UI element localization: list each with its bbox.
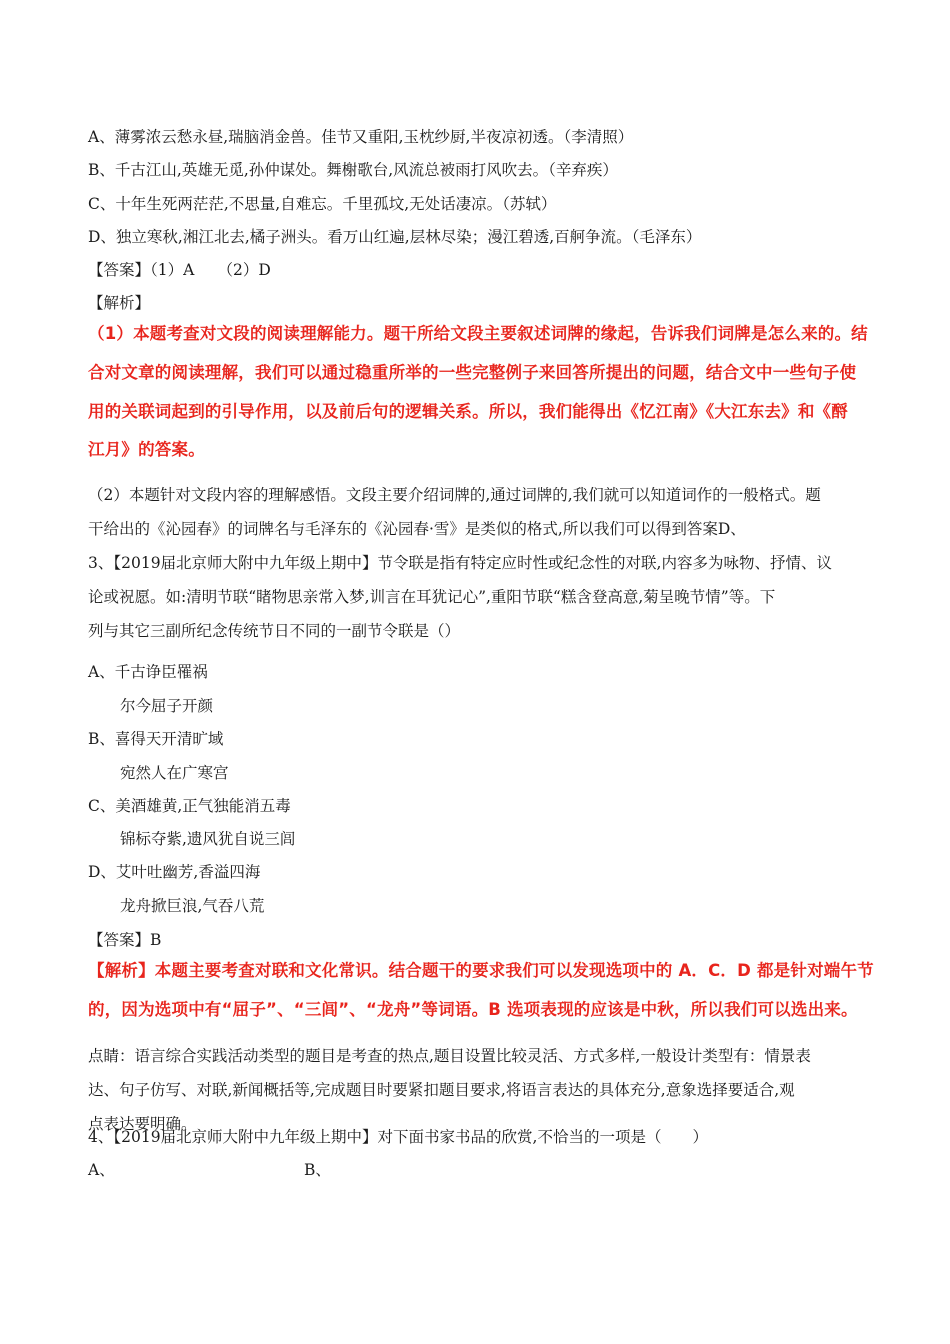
option-a-li-qingzhao: A、薄雾浓云愁永昼,瑞脑消金兽。佳节又重阳,玉枕纱厨,半夜凉初透。（李清照） [88,128,634,146]
tip-line-1: 点睛：语言综合实践活动类型的题目是考查的热点,题目设置比较灵活、方式多样,一般设计类型有：情景表 [88,1047,811,1065]
question-4-line: 4、【2019届北京师大附中九年级上期中】对下面书家书品的欣赏,不恰当的一项是（ ） [88,1128,708,1146]
answer-label-q3: 【答案】B [88,931,162,949]
q4-option-a-label: A、 [88,1161,115,1179]
analysis-red-line-3: 用的关联词起到的引导作用，以及前后句的逻辑关系。所以，我们能得出《忆江南》《大江东去》和《酹 [88,402,848,421]
analysis-red-line-4: 江月》的答案。 [88,440,205,459]
q4-option-b-label: B、 [304,1161,331,1179]
analysis-part2-line-1: （2）本题针对文段内容的理解感悟。文段主要介绍词牌的,通过词牌的,我们就可以知道词作的一般格式。题 [88,486,821,504]
question-3-line-1: 3、【2019届北京师大附中九年级上期中】节令联是指有特定应时性或纪念性的对联,内容多为咏物、抒情、议 [88,554,832,572]
q3-option-d-line-1: D、艾叶吐幽芳,香溢四海 [88,863,261,881]
tip-line-2: 达、句子仿写、对联,新闻概括等,完成题目时要紧扣题目要求,将语言表达的具体充分,意象选择要适合,观 [88,1081,795,1099]
q3-option-a-line-2: 尔今屈子开颜 [120,697,214,715]
q3-option-c-line-2: 锦标夺紫,遗风犹自说三闾 [120,830,296,848]
q3-option-b-line-2: 宛然人在广寒宫 [120,764,229,782]
answer-label-q2: 【答案】（1）A （2）D [88,261,271,279]
analysis-q3-red-line-1: 【解析】本题主要考查对联和文化常识。结合题干的要求我们可以发现选项中的 A．C．D 都是针对端午节 [88,961,874,980]
q3-option-c-line-1: C、美酒雄黄,正气独能消五毒 [88,797,291,815]
tip-line-3: 点表达要明确。 [88,1115,197,1133]
q3-option-a-line-1: A、千古诤臣罹祸 [88,663,208,681]
analysis-part2-line-2: 干给出的《沁园春》的词牌名与毛泽东的《沁园春·雪》是类似的格式,所以我们可以得到答案D、 [88,520,746,538]
question-3-line-3: 列与其它三副所纪念传统节日不同的一副节令联是（） [88,622,461,640]
analysis-red-line-1: （1）本题考查对文段的阅读理解能力。题干所给文段主要叙述词牌的缘起，告诉我们词牌是怎么来的。结 [88,324,868,343]
option-d-mao-zedong: D、独立寒秋,湘江北去,橘子洲头。看万山红遍,层林尽染；漫江碧透,百舸争流。（毛泽东） [88,228,702,246]
option-b-xin-qiji: B、千古江山,英雄无觅,孙仲谋处。舞榭歌台,风流总被雨打风吹去。（辛弃疾） [88,161,618,179]
q3-option-b-line-1: B、喜得天开清旷域 [88,730,224,748]
analysis-red-line-2: 合对文章的阅读理解，我们可以通过稳重所举的一些完整例子来回答所提出的问题，结合文中一些句子使 [88,363,857,382]
analysis-label-q2: 【解析】 [88,294,151,312]
analysis-q3-red-line-2: 的，因为选项中有“屈子”、“三闾”、“龙舟”等词语。B 选项表现的应该是中秋，所以我们可以选出来。 [88,1000,858,1019]
q3-option-d-line-2: 龙舟掀巨浪,气吞八荒 [120,897,265,915]
question-3-line-2: 论或祝愿。如:清明节联“睹物思亲常入梦,训言在耳犹记心”,重阳节联“糕含登高意,菊呈晚节情”等。下 [88,588,776,606]
option-c-su-shi: C、十年生死两茫茫,不思量,自难忘。千里孤坟,无处话凄凉。（苏轼） [88,195,557,213]
